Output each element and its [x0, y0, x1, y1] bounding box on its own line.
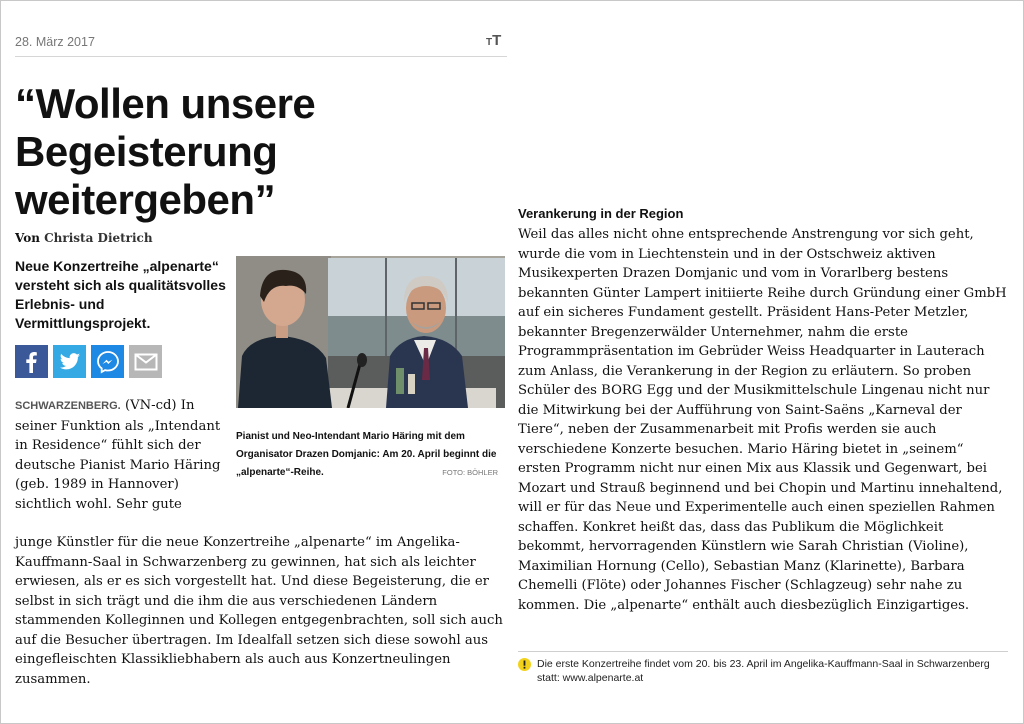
twitter-icon — [59, 352, 81, 372]
photo-caption — [236, 428, 498, 482]
body-narrow-text: (VN-cd) In seiner Funktion als „Intendant in Residence“ fühlt sich der deutsche Pianist Mario Häring (geb. 1989 in Hannover) sichtlich wohl. Sehr gute — [15, 398, 221, 512]
byline-author[interactable]: Christa Dietrich — [44, 231, 153, 245]
exclamation-icon — [518, 658, 531, 671]
facebook-icon — [22, 351, 42, 373]
messenger-icon — [96, 350, 120, 374]
body-text-narrow — [15, 396, 227, 514]
font-size-small-glyph: T — [486, 37, 493, 48]
info-text: Die erste Konzertreihe findet vom 20. bis 23. April im Angelika-Kauffmann-Saal in Schwarzenberg statt: www.alpenarte.at — [537, 658, 990, 684]
header-divider — [15, 56, 507, 57]
lead-paragraph: Neue Konzertreihe „alpenarte“ versteht sich als qualitätsvolles Erlebnis- und Vermittlungsprojekt. — [15, 258, 226, 331]
body-text-wide: junge Künstler für die neue Konzertreihe „alpenarte“ im Angelika-Kauffmann-Saal in Schwarzenberg zu gewinnen, hat sich als leichter erwiesen, als er es sich vorgestellt hat. Und diese Begeisterung, die er selbst in sich trägt und die ihm die aus verschiedenen Ländern stammenden Kolleginnen und Kollegen entgegenbrachten, soll sich auch auf die Besucher übertragen. Im Idealfall setzen sich diese sowohl aus eingefleischten Klassikliebhabern als auch aus Konzertneulingen zusammen. — [15, 535, 503, 687]
body-text-right: Weil das alles nicht ohne entsprechende Anstrengung vor sich geht, wurde die vom in Liechtenstein und in der Ostschweiz aktiven Musikexperten Drazen Domjanic und vom in Vorarlberg bestens bekannten Günter Lampert initiierte Reihe durch Gründung einer GmbH auf ein sicheres Fundament gestellt. Präsident Hans-Peter Metzler, bekannter Bregenzerwälder Unternehmer, nahm die erste Programmpräsentation im Gebrüder Weiss Headquarter in Lauterach zum Anlass, die Verankerung in der Region zu erläutern. So proben Schüler des BORG Egg und der Musikmittelschule Lingenau nicht nur die Mitwirkung bei der Aufführung von Saint-Saëns „Karneval der Tiere“, neben der Zusammenarbeit mit Profis werden sie auch verschiedene Konzerte besuchen. Mario Häring bietet in „seinem“ ersten Programm nicht nur einen Mix aus Klassik und Gegenwart, bei Mozart und Strauß beginnend und bei Chopin und Martinu innehaltend, will er für das Neue und Experimentelle auch einen speziellen Rahmen schaffen. Konkret heißt das, dass das Publikum die Möglichkeit bekommt, hervorragenden Künstlern wie Sarah Christian (Violine), Maximilian Hornung (Cello), Sebastian Manz (Klarinette), Barbara Chemelli (Flöte) oder Johannes Fischer (Schlagzeug) sehr nahe zu kommen. Die „alpenarte“ enthält auch diesbezüglich Einzigartiges. — [518, 227, 1007, 613]
dateline: SCHWARZENBERG. — [15, 400, 121, 412]
font-size-icon[interactable] — [486, 34, 501, 50]
email-share-button[interactable] — [129, 345, 162, 378]
email-icon — [134, 353, 158, 371]
font-size-large-glyph: T — [492, 32, 502, 49]
byline-prefix: Von — [15, 231, 40, 245]
share-bar — [15, 345, 162, 378]
article-photo — [236, 256, 505, 408]
byline — [15, 231, 153, 245]
info-divider — [518, 651, 1008, 652]
section-subhead: Verankerung in der Region — [518, 206, 684, 221]
info-box — [518, 657, 998, 685]
photo-credit: FOTO: BÖHLER — [442, 468, 498, 477]
twitter-share-button[interactable] — [53, 345, 86, 378]
photo-illustration — [236, 256, 505, 408]
article-date: 28. März 2017 — [15, 35, 95, 49]
caption-text: Pianist und Neo-Intendant Mario Häring mit dem Organisator Drazen Domjanic: Am 20. April beginnt die „alpenarte“-Reihe. — [236, 431, 497, 478]
headline: “Wollen unsere Begeisterung weitergeben” — [15, 80, 316, 223]
facebook-share-button[interactable] — [15, 345, 48, 378]
messenger-share-button[interactable] — [91, 345, 124, 378]
